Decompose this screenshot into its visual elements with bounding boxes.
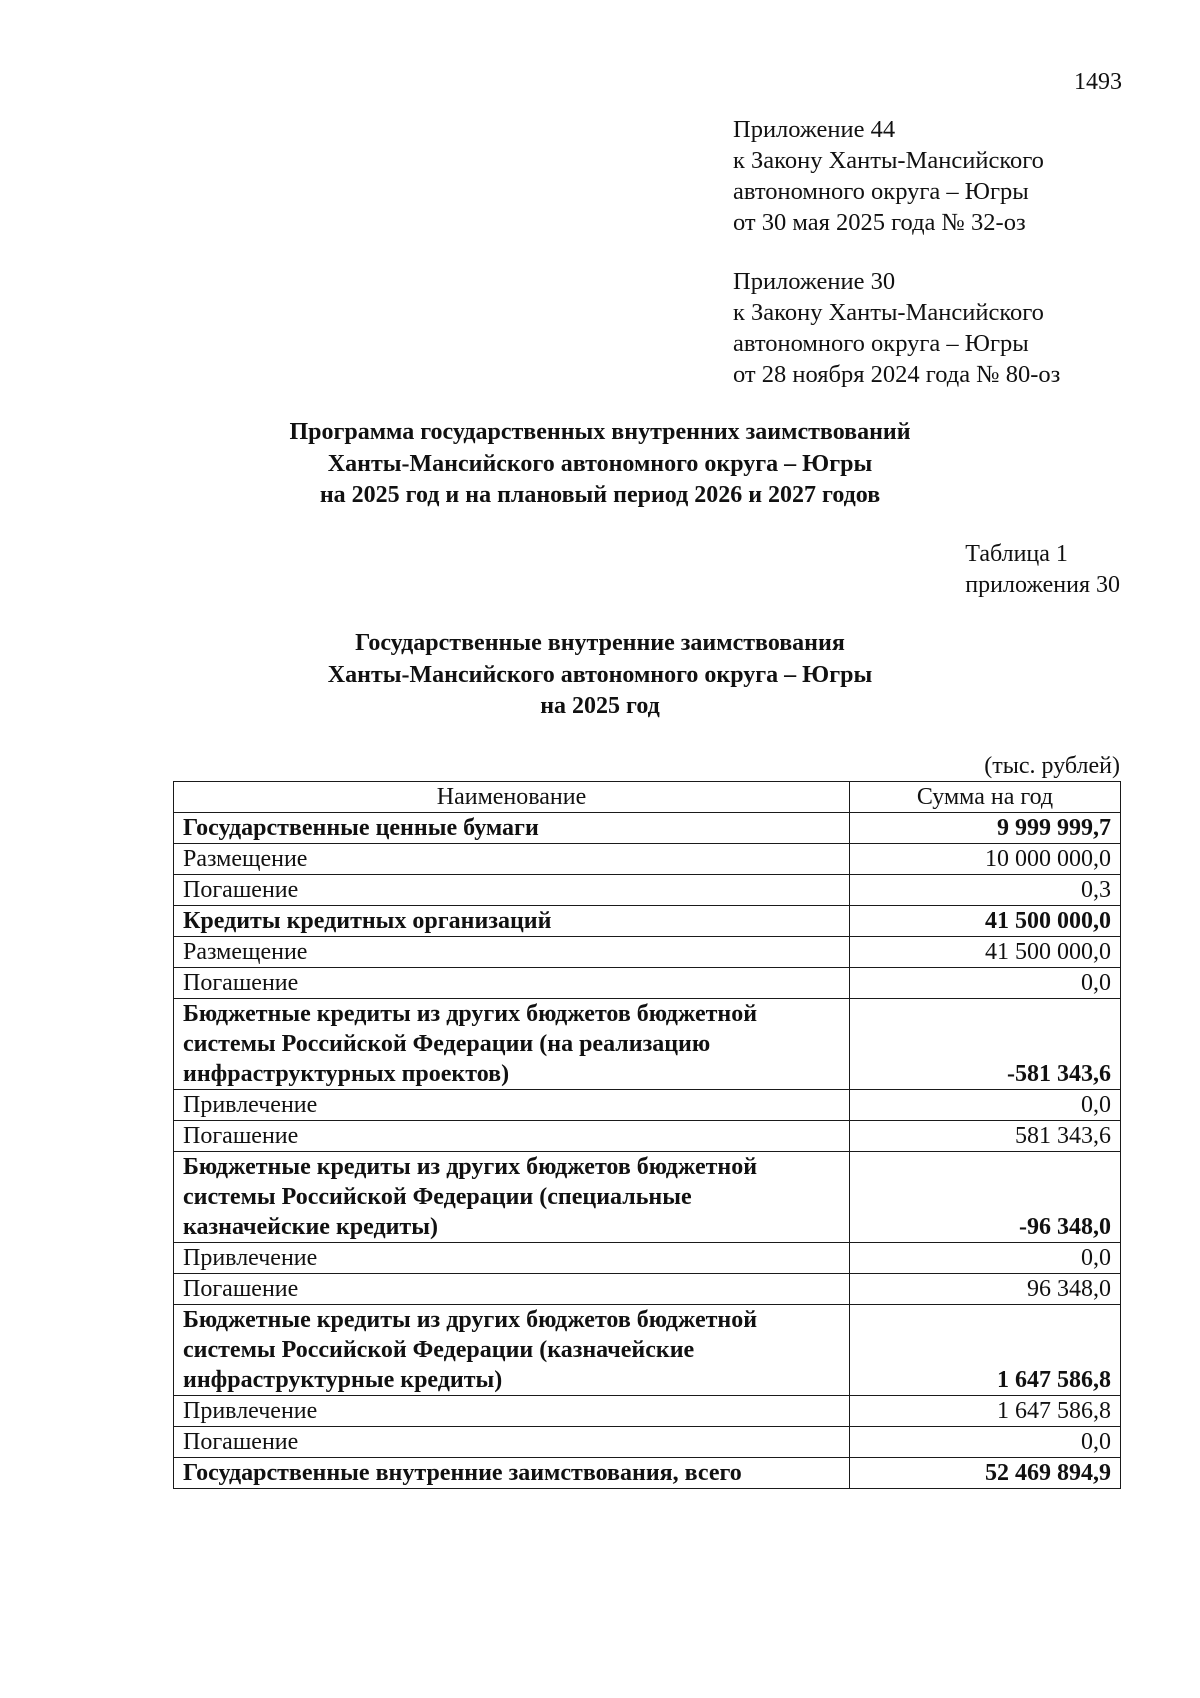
- row-amount: 0,0: [850, 1243, 1121, 1274]
- row-amount: 1 647 586,8: [850, 1305, 1121, 1396]
- annex-30-heading: [733, 266, 1060, 390]
- table-header-row: [174, 782, 1121, 813]
- table-row: [174, 844, 1121, 875]
- row-amount: 10 000 000,0: [850, 844, 1121, 875]
- table-label-line: Таблица 1: [965, 541, 1068, 567]
- row-amount: 0,0: [850, 1427, 1121, 1458]
- annex-44-heading: [733, 114, 1044, 238]
- borrowings-table-body: [174, 782, 1121, 1489]
- annex-line: Приложение 44: [733, 116, 896, 143]
- row-name: [174, 1243, 850, 1274]
- table-row: [174, 1396, 1121, 1427]
- row-amount: 0,3: [850, 875, 1121, 906]
- header-name: Наименование: [174, 782, 850, 813]
- row-name: [174, 1396, 850, 1427]
- row-name: [174, 968, 850, 999]
- row-name-line: Бюджетные кредиты из других бюджетов бюджетной: [183, 1154, 758, 1180]
- borrowings-table: [173, 781, 1121, 1489]
- table-row: [174, 1090, 1121, 1121]
- row-name-line: системы Российской Федерации (казначейские: [183, 1337, 695, 1363]
- row-amount: 9 999 999,7: [850, 813, 1121, 844]
- row-amount: 52 469 894,9: [850, 1458, 1121, 1489]
- row-name-line: Погашение: [183, 877, 299, 903]
- row-name-line: Размещение: [183, 939, 308, 965]
- table-row: [174, 968, 1121, 999]
- row-amount: 41 500 000,0: [850, 906, 1121, 937]
- row-amount: 96 348,0: [850, 1274, 1121, 1305]
- table-row: [174, 1458, 1121, 1489]
- row-name: [174, 844, 850, 875]
- annex-line: автономного округа – Югры: [733, 178, 1029, 205]
- row-name-line: Погашение: [183, 1429, 299, 1455]
- annex-line: от 30 мая 2025 года № 32-оз: [733, 209, 1026, 236]
- row-amount: 1 647 586,8: [850, 1396, 1121, 1427]
- annex-line: к Закону Ханты-Мансийского: [733, 147, 1044, 174]
- program-title-line: Программа государственных внутренних заимствований: [289, 419, 911, 445]
- table-title-line: на 2025 год: [540, 693, 660, 719]
- table-row: [174, 875, 1121, 906]
- row-name-line: системы Российской Федерации (специальные: [183, 1184, 692, 1210]
- annex-line: автономного округа – Югры: [733, 330, 1029, 357]
- table-title-line: Государственные внутренние заимствования: [355, 630, 845, 656]
- table-row: [174, 813, 1121, 844]
- annex-line: к Закону Ханты-Мансийского: [733, 299, 1044, 326]
- program-title-line: на 2025 год и на плановый период 2026 и 2027 годов: [319, 482, 881, 508]
- table-title: [0, 628, 1200, 723]
- page-number: 1493: [1074, 69, 1122, 95]
- row-amount: 581 343,6: [850, 1121, 1121, 1152]
- table-row: [174, 1121, 1121, 1152]
- row-name: [174, 1090, 850, 1121]
- row-name: [174, 813, 850, 844]
- row-name-line: Погашение: [183, 1123, 299, 1149]
- row-name-line: системы Российской Федерации (на реализацию: [183, 1031, 711, 1057]
- row-name-line: Погашение: [183, 970, 299, 996]
- table-row: [174, 1274, 1121, 1305]
- row-amount: 0,0: [850, 968, 1121, 999]
- row-name: [174, 1152, 850, 1243]
- row-name-line: Кредиты кредитных организаций: [183, 908, 552, 934]
- table-row: [174, 1243, 1121, 1274]
- row-name-line: Привлечение: [183, 1092, 318, 1118]
- table-label: [965, 539, 1120, 601]
- row-name-line: Бюджетные кредиты из других бюджетов бюджетной: [183, 1001, 758, 1027]
- row-name: [174, 1121, 850, 1152]
- annex-line: от 28 ноября 2024 года № 80-оз: [733, 361, 1061, 388]
- row-name-line: Привлечение: [183, 1245, 318, 1271]
- row-amount: 41 500 000,0: [850, 937, 1121, 968]
- row-name-line: казначейские кредиты): [183, 1214, 438, 1240]
- row-name: [174, 937, 850, 968]
- annex-line: Приложение 30: [733, 268, 896, 295]
- table-title-line: Ханты-Мансийского автономного округа – Югры: [327, 661, 873, 688]
- row-amount: -96 348,0: [850, 1152, 1121, 1243]
- row-name-line: Государственные внутренние заимствования, всего: [183, 1460, 742, 1486]
- table-row: [174, 906, 1121, 937]
- table-row: [174, 1427, 1121, 1458]
- table-row: [174, 1152, 1121, 1243]
- program-title: [0, 417, 1200, 512]
- program-title-line: Ханты-Мансийского автономного округа – Югры: [327, 450, 873, 477]
- units-label: (тыс. рублей): [984, 753, 1120, 779]
- table-row: [174, 1305, 1121, 1396]
- table-row: [174, 999, 1121, 1090]
- row-name: [174, 999, 850, 1090]
- row-name-line: инфраструктурных проектов): [183, 1061, 510, 1087]
- row-name-line: Бюджетные кредиты из других бюджетов бюджетной: [183, 1307, 758, 1333]
- table-label-line: приложения 30: [965, 572, 1120, 598]
- row-name-line: инфраструктурные кредиты): [183, 1367, 503, 1393]
- row-name: [174, 1458, 850, 1489]
- row-name-line: Привлечение: [183, 1398, 318, 1424]
- table-row: [174, 937, 1121, 968]
- row-amount: -581 343,6: [850, 999, 1121, 1090]
- row-name: [174, 1305, 850, 1396]
- row-name-line: Государственные ценные бумаги: [183, 815, 539, 841]
- row-name: [174, 875, 850, 906]
- header-amount: Сумма на год: [850, 782, 1121, 813]
- row-name-line: Размещение: [183, 846, 308, 872]
- row-name: [174, 1274, 850, 1305]
- row-amount: 0,0: [850, 1090, 1121, 1121]
- row-name-line: Погашение: [183, 1276, 299, 1302]
- row-name: [174, 906, 850, 937]
- row-name: [174, 1427, 850, 1458]
